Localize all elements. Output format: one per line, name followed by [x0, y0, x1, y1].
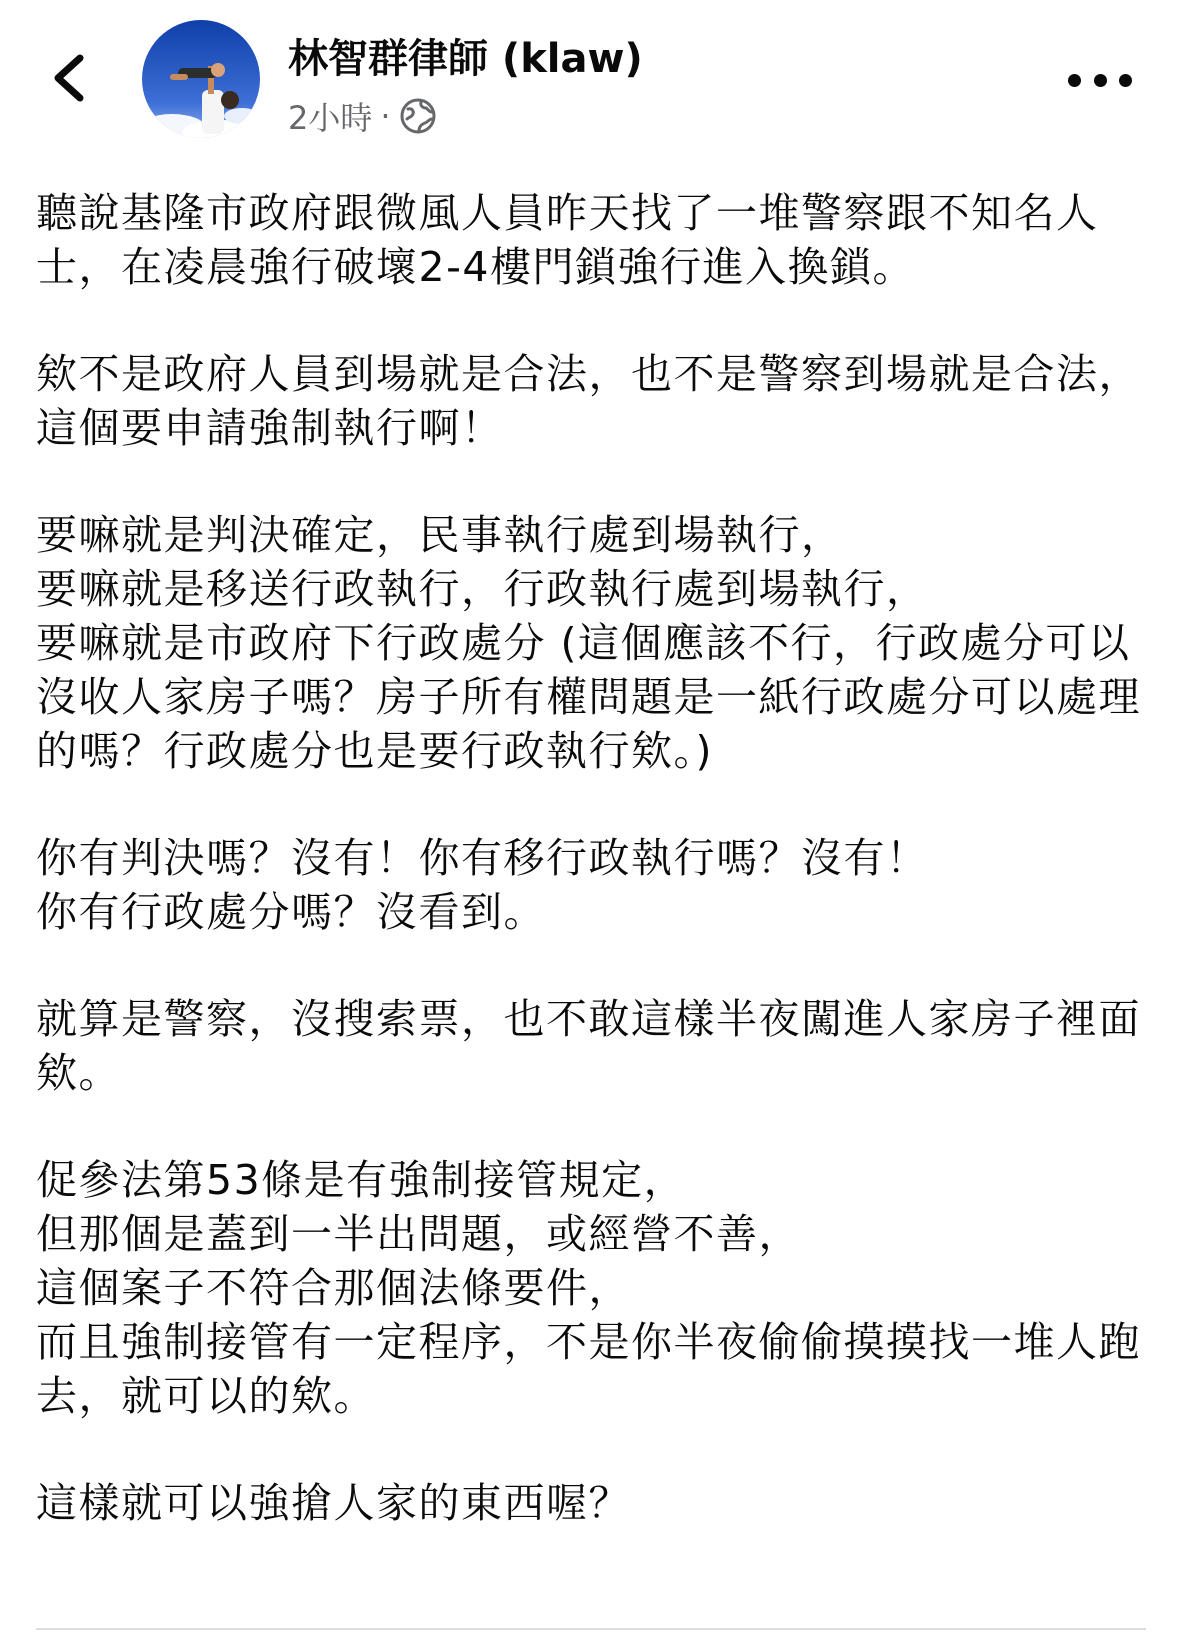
post-paragraph: 聽說基隆市政府跟微風人員昨天找了一堆警察跟不知名人士，在凌晨強行破壞2-4樓門鎖強行進入換鎖。	[36, 189, 1099, 291]
chevron-left-icon	[40, 48, 100, 108]
post-paragraph: 你有判決嗎？沒有！你有移行政執行嗎？沒有！ 你有行政處分嗎？沒看到。	[36, 834, 929, 936]
divider	[36, 1628, 1146, 1630]
globe-icon	[399, 97, 437, 135]
more-options-button[interactable]	[1068, 62, 1132, 98]
post-header	[0, 0, 1179, 150]
post-meta	[288, 94, 437, 138]
author-name[interactable]: 林智群律師 (klaw)	[288, 36, 643, 82]
back-button[interactable]	[40, 48, 100, 108]
post-paragraph: 促參法第53條是有強制接管規定， 但那個是蓋到一半出問題，或經營不善， 這個案子不符合那個法條要件， 而且強制接管有一定程序，不是你半夜偷偷摸摸找一堆人跑去，就可以的欸。	[36, 1156, 1141, 1420]
post-paragraph: 欸不是政府人員到場就是合法，也不是警察到場就是合法， 這個要申請強制執行啊！	[36, 350, 1141, 452]
post-paragraph: 就算是警察，沒搜索票，也不敢這樣半夜闖進人家房子裡面欸。	[36, 995, 1141, 1097]
meta-separator: ·	[380, 97, 391, 135]
avatar[interactable]	[142, 20, 260, 138]
post-paragraph: 要嘛就是判決確定，民事執行處到場執行， 要嘛就是移送行政執行，行政執行處到場執行， 要嘛就是市政府下行政處分 (這個應該不行，行政處分可以沒收人家房子嗎？房子所有權問題是一紙行政處分可以處理的嗎？行政處分也是要行政執行欸。)	[36, 511, 1141, 775]
post-body	[36, 186, 1146, 1583]
more-horizontal-icon	[1119, 74, 1132, 87]
more-horizontal-icon	[1068, 74, 1081, 87]
more-horizontal-icon	[1094, 74, 1107, 87]
post-timestamp[interactable]: 2小時	[288, 99, 373, 137]
post-paragraph: 這樣就可以強搶人家的東西喔？	[36, 1479, 631, 1527]
